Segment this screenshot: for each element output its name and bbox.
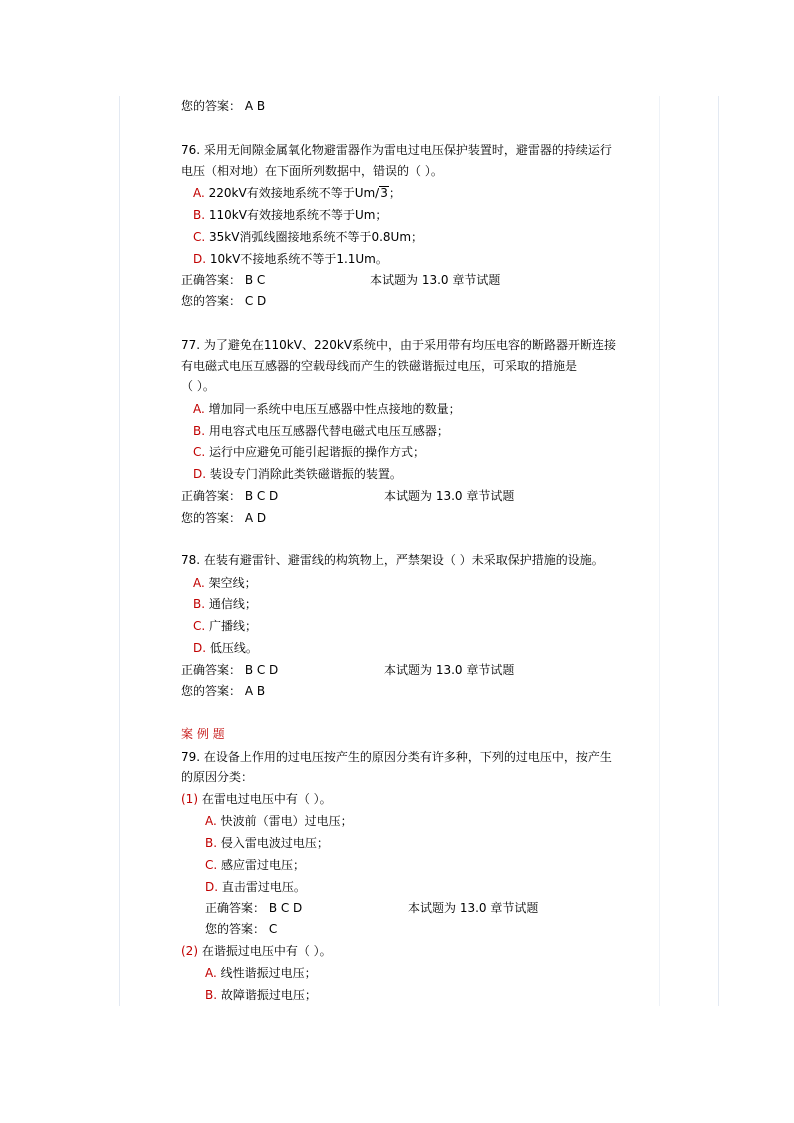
section-title-case-questions: 案 例 题	[181, 727, 225, 741]
option-b-text: 故障谐振过电压；	[220, 988, 317, 1002]
option-a-label: A.	[193, 576, 205, 590]
option-c-text: 35kV消弧线圈接地系统不等于0.8Um；	[209, 230, 424, 244]
question-78-option-b	[193, 597, 257, 611]
question-76-option-a	[193, 186, 401, 200]
question-77-stem-line3: （ ）。	[181, 379, 215, 393]
option-a-text: 架空线；	[208, 576, 257, 590]
option-a-text: 220kV有效接地系统不等于Um/	[208, 186, 380, 200]
option-d-text: 装设专门消除此类铁磁谐振的装置。	[209, 467, 402, 481]
question-77-your-answer: 您的答案： A D	[181, 511, 267, 525]
option-a-label: A.	[205, 814, 217, 828]
option-a-text: 线性谐振过电压；	[220, 966, 317, 980]
option-a-label: A.	[205, 966, 217, 980]
question-76-option-c	[193, 230, 423, 244]
option-a-label: A.	[193, 186, 205, 200]
option-c-label: C.	[193, 445, 206, 459]
question-76-your-answer: 您的答案： C D	[181, 294, 267, 308]
option-b-label: B.	[205, 836, 218, 850]
question-78-option-d	[193, 641, 258, 655]
question-77-score: 本试题为 13.0 章节试题	[384, 489, 515, 503]
question-79-stem-line1: 79. 在设备上作用的过电压按产生的原因分类有许多种，下列的过电压中，按产生	[181, 750, 612, 764]
sqrt-three: 3	[380, 186, 388, 200]
option-b-text: 110kV有效接地系统不等于Um；	[208, 208, 388, 222]
question-79-sub1-option-a	[205, 814, 353, 828]
question-79-sub1-correct-answer: 正确答案： B C D	[205, 901, 303, 915]
question-76-option-b	[193, 208, 387, 222]
question-77-stem-line2: 有电磁式电压互感器的空载母线而产生的铁磁谐振过电压，可采取的措施是	[181, 359, 578, 373]
question-79-sub2-stem	[181, 944, 332, 958]
option-c-label: C.	[193, 230, 206, 244]
question-78-your-answer: 您的答案： A B	[181, 684, 266, 698]
question-77-stem-line1: 77. 为了避免在110kV、220kV系统中，由于采用带有均压电容的断路器开断连接	[181, 338, 617, 352]
option-c-text: 感应雷过电压；	[221, 858, 306, 872]
question-79-sub1-stem	[181, 792, 332, 806]
question-79-sub1-your-answer: 您的答案： C	[205, 922, 278, 936]
option-a-text: 增加同一系统中电压互感器中性点接地的数量；	[208, 402, 461, 416]
question-79-sub1-option-b	[205, 836, 329, 850]
question-77-option-a	[193, 402, 461, 416]
option-b-text: 通信线；	[208, 597, 257, 611]
page-frame-left	[119, 96, 120, 1006]
question-frame-right	[659, 96, 660, 1006]
option-b-label: B.	[193, 424, 206, 438]
question-79-sub2-option-a	[205, 966, 317, 980]
option-d-label: D.	[193, 467, 207, 481]
question-77-option-c	[193, 445, 425, 459]
option-c-label: C.	[205, 858, 218, 872]
option-b-text: 用电容式电压互感器代替电磁式电压互感器；	[208, 424, 449, 438]
question-76-score: 本试题为 13.0 章节试题	[370, 273, 501, 287]
question-78-option-c	[193, 619, 257, 633]
option-b-text: 侵入雷电波过电压；	[220, 836, 329, 850]
question-78-stem-line1: 78. 在装有避雷针、避雷线的构筑物上，严禁架设（ ）未采取保护措施的设施。	[181, 553, 604, 567]
option-a-text: 快波前（雷电）过电压；	[220, 814, 353, 828]
sub1-stem-text: 在雷电过电压中有（ ）。	[201, 792, 332, 806]
option-c-text: 运行中应避免可能引起谐振的操作方式；	[209, 445, 426, 459]
option-b-label: B.	[205, 988, 218, 1002]
option-d-text: 低压线。	[209, 641, 258, 655]
question-78-score: 本试题为 13.0 章节试题	[384, 663, 515, 677]
page-frame-right	[718, 96, 719, 1006]
option-d-text: 10kV不接地系统不等于1.1Um。	[209, 252, 388, 266]
option-d-label: D.	[205, 880, 219, 894]
question-77-option-b	[193, 424, 449, 438]
option-c-label: C.	[193, 619, 206, 633]
question-79-sub1-option-d	[205, 880, 306, 894]
question-79-stem-line2: 的原因分类：	[181, 770, 254, 784]
question-77-option-d	[193, 467, 402, 481]
question-79-sub1-score: 本试题为 13.0 章节试题	[408, 901, 539, 915]
question-78-correct-answer: 正确答案： B C D	[181, 663, 279, 677]
option-d-text: 直击雷过电压。	[221, 880, 306, 894]
question-76-stem-line1: 76. 采用无间隙金属氧化物避雷器作为雷电过电压保护装置时，避雷器的持续运行	[181, 143, 612, 157]
question-76-stem-line2: 电压（相对地）在下面所列数据中，错误的（ ）。	[181, 164, 443, 178]
option-c-text: 广播线；	[209, 619, 258, 633]
option-d-label: D.	[193, 641, 207, 655]
previous-your-answer: 您的答案： A B	[181, 99, 266, 113]
sub1-number: (1)	[181, 792, 198, 806]
question-76-option-d	[193, 252, 388, 266]
question-77-correct-answer: 正确答案： B C D	[181, 489, 279, 503]
question-76-correct-answer: 正确答案： B C	[181, 273, 266, 287]
option-a-label: A.	[193, 402, 205, 416]
sub2-stem-text: 在谐振过电压中有（ ）。	[201, 944, 332, 958]
question-79-sub1-option-c	[205, 858, 305, 872]
option-a-end: ；	[388, 186, 401, 200]
option-d-label: D.	[193, 252, 207, 266]
sub2-number: (2)	[181, 944, 198, 958]
option-b-label: B.	[193, 597, 206, 611]
question-78-option-a	[193, 576, 257, 590]
question-79-sub2-option-b	[205, 988, 317, 1002]
option-b-label: B.	[193, 208, 206, 222]
